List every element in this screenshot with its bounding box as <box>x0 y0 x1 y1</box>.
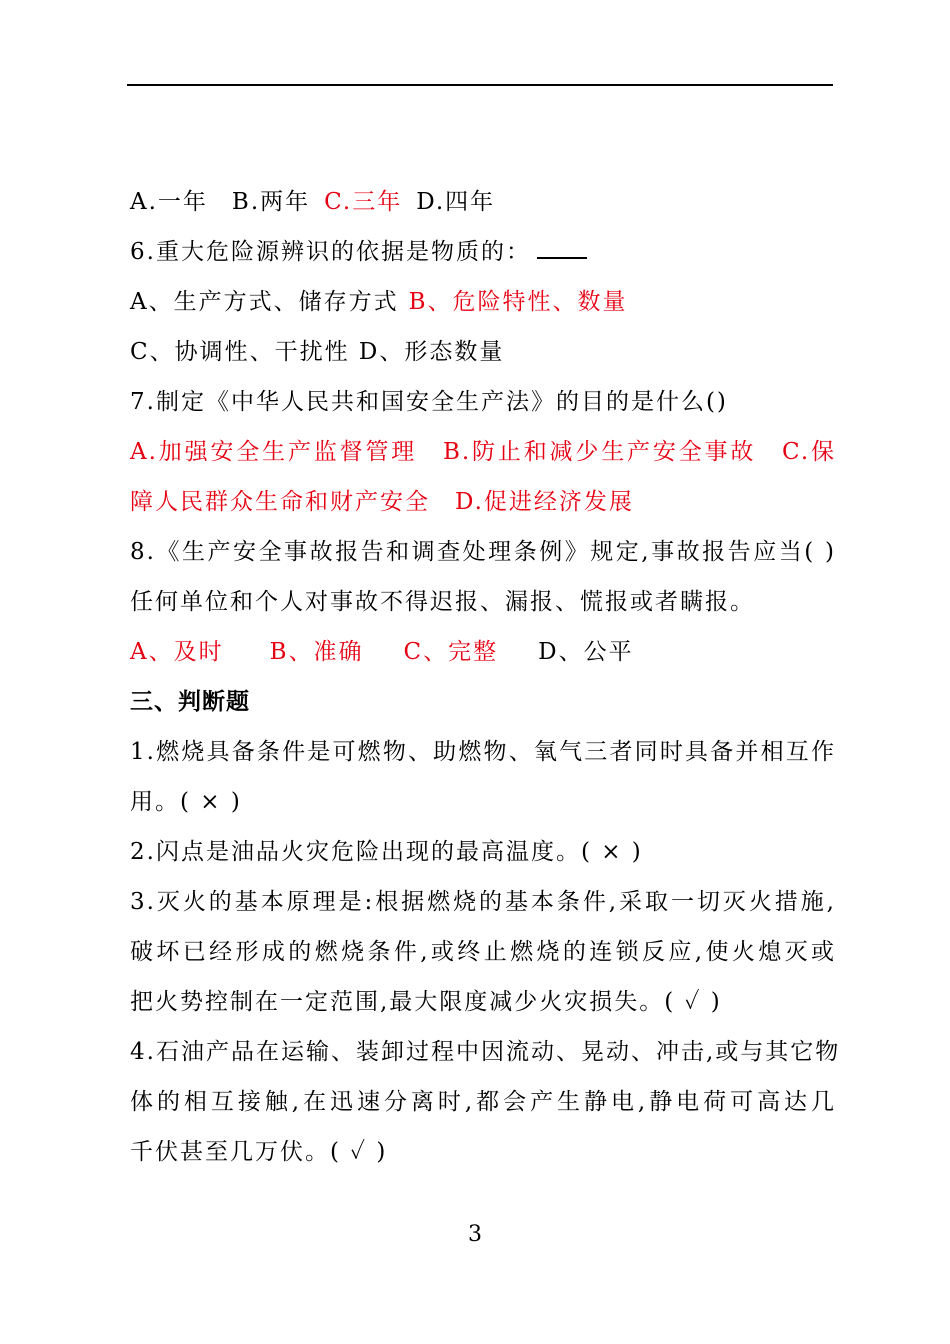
q7-options-line1: A.加强安全生产监督管理 B.防止和减少生产安全事故 C.保 <box>130 439 836 465</box>
q6-question <box>130 227 836 277</box>
tf4-line3: 千伏甚至几万伏。( ✓ ) <box>130 1139 388 1165</box>
q8-question-line1: 8.《生产安全事故报告和调查处理条例》规定,事故报告应当( ) <box>130 539 836 565</box>
q5-option-c-answer: C.三年 <box>324 189 403 215</box>
q8-option-b-answer: B、准确 <box>269 639 364 665</box>
q8-question-line2: 任何单位和个人对事故不得迟报、漏报、慌报或者瞒报。 <box>130 589 755 615</box>
q7-options-line2: 障人民群众生命和财产安全 D.促进经济发展 <box>130 489 634 515</box>
tf4-line2: 体的相互接触,在迅速分离时,都会产生静电,静电荷可高达几 <box>130 1089 836 1115</box>
tf3-line3: 把火势控制在一定范围,最大限度减少火灾损失。( ✓ ) <box>130 989 722 1015</box>
tf2-line1: 2.闪点是油品火灾危险出现的最高温度。( × ) <box>130 839 643 865</box>
q5-option-a: A.一年 <box>130 189 208 215</box>
tf1-line2: 用。( × ) <box>130 789 242 815</box>
q8-option-d: D、公平 <box>538 639 634 665</box>
q8-option-c-answer: C、完整 <box>403 639 499 665</box>
q6-option-b-answer: B、危险特性、数量 <box>408 289 628 315</box>
tf4-line1: 4.石油产品在运输、装卸过程中因流动、晃动、冲击,或与其它物 <box>130 1039 841 1065</box>
q6-options-ab <box>130 277 836 327</box>
document-body <box>130 177 841 1177</box>
q8-option-a-answer: A、及时 <box>130 639 224 665</box>
q7-question: 7.制定《中华人民共和国安全生产法》的目的是什么() <box>130 389 728 415</box>
tf3-line2: 破坏已经形成的燃烧条件,或终止燃烧的连锁反应,使火熄灭或 <box>130 939 836 965</box>
q8-options <box>130 627 836 677</box>
q5-option-b: B.两年 <box>231 189 311 215</box>
tf1-line1: 1.燃烧具备条件是可燃物、助燃物、氧气三者同时具备并相互作 <box>130 739 836 765</box>
tf3-line1: 3.灭火的基本原理是:根据燃烧的基本条件,采取一切灭火措施, <box>130 889 836 915</box>
page-number: 3 <box>468 1222 482 1247</box>
header-rule <box>127 84 833 86</box>
q5-options <box>130 177 836 227</box>
q6-answer-blank <box>537 233 587 259</box>
q6-question-text: 6.重大危险源辨识的依据是物质的： <box>130 239 531 265</box>
q5-option-d: D.四年 <box>416 189 496 215</box>
q6-options-cd: C、协调性、干扰性 D、形态数量 <box>130 339 505 365</box>
section3-heading: 三、判断题 <box>130 689 250 715</box>
q6-option-a: A、生产方式、储存方式 <box>130 289 399 315</box>
